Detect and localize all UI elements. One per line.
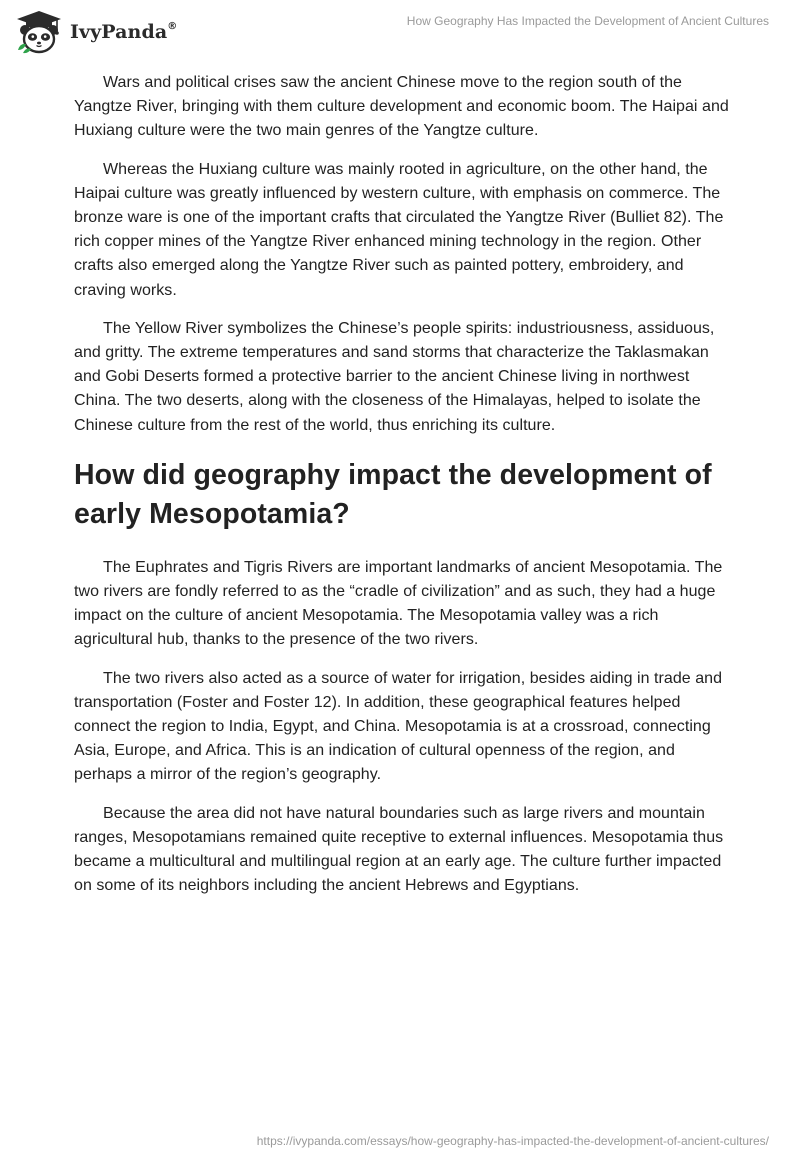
ivypanda-logo[interactable] (14, 10, 177, 54)
paragraph: The Euphrates and Tigris Rivers are important landmarks of ancient Mesopotamia. The two rivers are fondly referred to as the “cradle of civilization” and as such, they had a huge impact on the culture of ancient Mesopotamia. The Mesopotamia valley was a rich agricultural hub, thanks to the presence of the two rivers. (74, 558, 723, 649)
document-title: How Geography Has Impacted the Development of Ancient Cultures (406, 14, 769, 28)
paragraph: Because the area did not have natural boundaries such as large rivers and mountain ranges, Mesopotamians remained quite receptive to external influences. Mesopotamia thus became a multicultural and multilingual region at an early age. The culture further impacted on some of its neighbors including the ancient Hebrews and Egyptians. (74, 804, 724, 895)
paragraph: The Yellow River symbolizes the Chinese’s people spirits: industriousness, assiduous, and gritty. The extreme temperatures and sand storms that characterize the Taklasmakan and Gobi Deserts formed a protective barrier to the ancient Chinese living in northwest China. The two deserts, along with the closeness of the Himalayas, helped to isolate the Chinese culture from the rest of the world, thus enriching its culture. (74, 319, 715, 434)
panda-graduate-icon (14, 10, 64, 54)
page-header (0, 0, 800, 60)
registered-mark: ® (167, 20, 178, 32)
paragraph: Whereas the Huxiang culture was mainly rooted in agriculture, on the other hand, the Haipai culture was greatly influenced by western culture, with emphasis on commerce. The bronze ware is one of the important crafts that circulated the Yangtze River (Bulliet 82). The rich copper mines of the Yangtze River enhanced mining technology in the region. Other crafts also emerged along the Yangtze River such as painted pottery, embroidery, and craving works. (74, 160, 724, 299)
paragraph: Wars and political crises saw the ancient Chinese move to the region south of the Yangtze River, bringing with them culture development and economic boom. The Haipai and Huxiang culture were the two main genres of the Yangtze culture. (74, 74, 729, 140)
section-heading: How did geography impact the development of early Mesopotamia? (74, 458, 712, 530)
source-url[interactable]: https://ivypanda.com/essays/how-geography-has-impacted-the-development-of-ancient-cultures/ (256, 1134, 769, 1148)
paragraph: The two rivers also acted as a source of water for irrigation, besides aiding in trade and transportation (Foster and Foster 12). In addition, these geographical features helped connect the region to India, Egypt, and China. Mesopotamia is at a crossroad, connecting Asia, Europe, and Africa. This is an indication of cultural openness of the region, and perhaps a mirror of the region’s geography. (74, 669, 723, 784)
brand-name: IvyPanda® (70, 20, 178, 43)
essay-body (74, 71, 734, 912)
